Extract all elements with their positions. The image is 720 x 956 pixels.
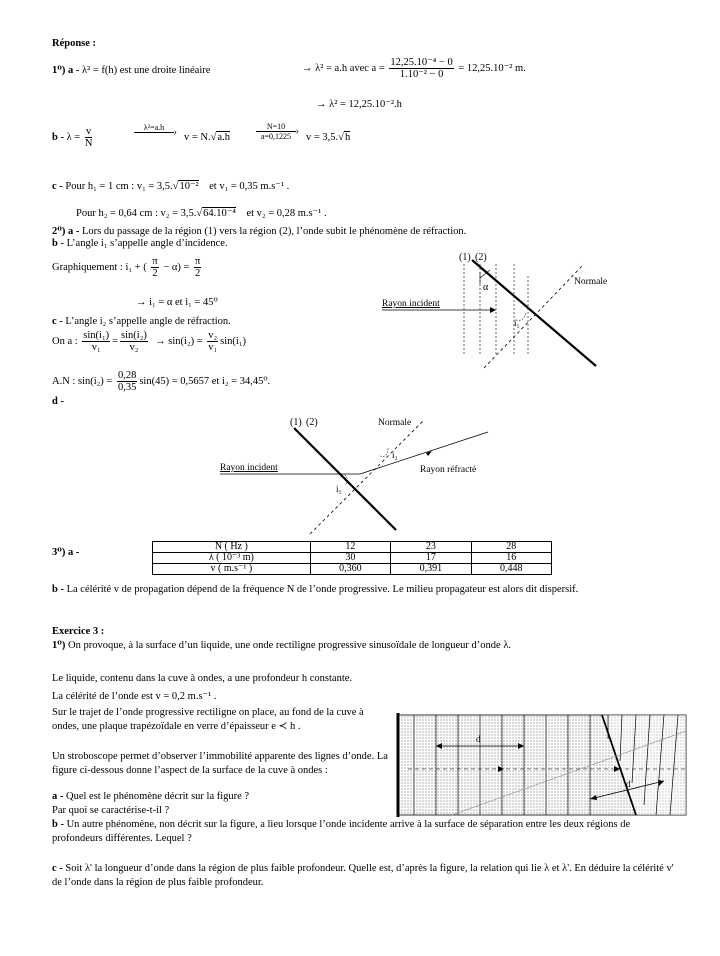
q1a-text1: λ² = f(h) est une droite linéaire <box>81 65 211 76</box>
q1b-arrow2: N=10 › a=0,1225 <box>256 122 296 141</box>
q2a-text: Lors du passage de la région (1) vers la région (2), l’onde subit le phénomène de réfraction. <box>81 226 467 237</box>
q2b-pi2: π <box>195 256 201 267</box>
q1a-formula <box>302 57 526 80</box>
table-cell: 0,448 <box>471 564 551 575</box>
q2c-v2b: v₂ <box>208 330 218 341</box>
q1c-l1-end: et v₁ = 0,35 m.s⁻¹ . <box>209 181 290 192</box>
q2b-label: b - <box>52 238 64 249</box>
q1c-l1-sqrt: 10⁻² <box>179 181 199 192</box>
interface-line-2 <box>294 428 396 530</box>
q1b-arrow1: λ²=a.h › <box>134 123 174 133</box>
q2c-end: sin(i₁) <box>220 335 246 347</box>
q2c-an-text: A.N : sin(i₂) = <box>52 375 113 387</box>
ex3-qb-label: b - <box>52 819 64 830</box>
table-cell: 28 <box>471 542 551 553</box>
fig1-i1: i₁ <box>514 318 520 328</box>
frequency-table <box>152 541 552 575</box>
q2c-formula: On a : $\frac{\text{sin(i₁)}}{\text{v₁}}$ = $\frac{\text{sin(i₂)}}{\text{v₂}}$ → sin(i₂) = $\frac{\text{v₂}}{\text{v₁}}$ sin(i₁) <box>52 330 246 353</box>
ex3-p5: Un stroboscope permet d’observer l’immobilité apparente des lignes d’onde. La figure ci-dessous donne l’aspect de la surface de la cuve à ondes : <box>52 751 388 776</box>
fig1-normale: Normale <box>574 277 608 287</box>
q2c-v2: v₂ <box>129 342 139 353</box>
ex3-qb <box>52 818 682 845</box>
q2c-sin2: sin(i₂) <box>121 330 147 341</box>
q1b-sqrt2: h <box>344 132 351 143</box>
ex3-qc-text: Soit λ' la longueur d’onde dans la région de plus faible profondeur. Quelle est, d’après la figure, la relation qui lie λ et λ'. En déduire la célérité v' de l’onde dans la région de plus faible profondeur. <box>52 863 674 888</box>
fig2-i2: i₂ <box>392 450 398 460</box>
q2b-alpha: − α) = <box>163 261 190 273</box>
q2c-line <box>52 316 231 327</box>
fig2-rayon: Rayon incident <box>220 463 278 473</box>
normal-line-1 <box>484 264 584 368</box>
q2b-frac1 <box>151 256 158 279</box>
table-row <box>153 564 552 575</box>
q2b-two1: 2 <box>152 268 158 279</box>
q1a-num: 12,25.10⁻⁴ − 0 <box>390 57 453 68</box>
q2c-035: 0,35 <box>117 382 137 393</box>
q1b-mid: v = N.√a.h <box>184 132 230 143</box>
table-row <box>153 542 552 553</box>
q2c-frac1 <box>82 330 110 353</box>
q2b-line <box>52 238 228 249</box>
table-row <box>153 553 552 564</box>
interface-line-1 <box>472 260 596 366</box>
q3b-paragraph <box>52 583 672 596</box>
wave-d2: d <box>626 779 631 789</box>
q3b-text: La célérité v de propagation dépend de la fréquence N de l’onde progressive. Le milieu propagateur est alors dit dispersif. <box>66 584 579 595</box>
table-cell: 12 <box>310 542 390 553</box>
ex3-p1 <box>52 639 672 653</box>
wave-d1: d <box>476 734 481 744</box>
q2b-graph-text: Graphiquement : i₁ + ( <box>52 261 147 273</box>
table-cell: v ( m.s⁻¹ ) <box>153 564 311 575</box>
ex3-qa-label: a - <box>52 791 64 802</box>
fig1-rayon: Rayon incident <box>382 299 440 309</box>
q1a-den: 1.10⁻² − 0 <box>399 69 444 80</box>
ex3-qc <box>52 862 682 889</box>
ex3-qa-line1 <box>52 791 249 802</box>
ex3-p3: La célérité de l’onde est v = 0,2 m.s⁻¹ . <box>52 691 217 702</box>
q2c-frac2 <box>120 330 148 353</box>
exercice3-title: Exercice 3 : <box>52 626 105 637</box>
table-cell: 0,391 <box>391 564 471 575</box>
table-cell: 17 <box>391 553 471 564</box>
q1a-result: = 12,25.10⁻² m. <box>458 62 526 74</box>
q1b-label: b - <box>52 131 64 143</box>
fig2-label2: (2) <box>306 417 318 428</box>
q1c-l2-end: et v₂ = 0,28 m.s⁻¹ . <box>246 208 327 219</box>
q1c-label: c - <box>52 181 63 192</box>
ex3-qb-text: Un autre phénomène, non décrit sur la figure, a lieu lorsque l’onde incidente arrive à la surface de séparation entre les deux régions de profondeurs différentes. Lequel ? <box>52 819 631 844</box>
q2c-label: c - <box>52 316 63 327</box>
q2a-line <box>52 225 466 237</box>
q2c-frac3 <box>207 330 218 353</box>
fig1-label2: (2) <box>475 252 487 263</box>
ex3-p4: Sur le trajet de l’onde progressive rectiligne on place, au fond de la cuve à ondes, une plaque trapézoïdale en verre d’épaisseur e ≺ h . <box>52 707 364 732</box>
q1b-N: N <box>84 138 93 149</box>
q2b-two2: 2 <box>195 268 201 279</box>
fig1-label1: (1) <box>459 252 471 263</box>
q2b-line2: → i₁ = α et i₁ = 45⁰ <box>136 297 218 308</box>
q1a-line2: → λ² = 12,25.10⁻².h <box>316 99 402 110</box>
q1c-l1: Pour h₁ = 1 cm : v₁ = 3,5. <box>65 181 173 192</box>
q1a-label: 1⁰) a - <box>52 65 80 76</box>
q1a-fraction <box>389 57 453 80</box>
q1b-fraction <box>85 126 93 149</box>
table-cell: 23 <box>391 542 471 553</box>
wave-tank-figure <box>392 713 688 817</box>
q1c-l2-sqrt: 64.10⁻⁴ <box>203 208 236 219</box>
q1b-end-text: v = 3,5. <box>306 132 339 143</box>
q3b-label: b - <box>52 584 64 595</box>
q1b-line <box>52 126 94 149</box>
ex3-p2: Le liquide, contenu dans la cuve à ondes, a une profondeur h constante. <box>52 673 353 684</box>
refraction-figure-1 <box>368 248 638 372</box>
q1a-line <box>52 64 210 76</box>
q2b-graph <box>52 256 203 279</box>
q1b-end: v = 3,5.√h <box>306 132 351 143</box>
q1b-mid-text: v = N. <box>184 132 211 143</box>
table-cell: 30 <box>310 553 390 564</box>
q3a-label: 3⁰) a - <box>52 547 80 558</box>
q1c-line2: Pour h₂ = 0,64 cm : v₂ = 3,5.√64.10⁻⁴ et v₂ = 0,28 m.s⁻¹ . <box>76 208 327 219</box>
reponse-title: Réponse : <box>52 38 97 49</box>
q2c-sin1: sin(i₁) <box>83 330 110 341</box>
table-cell: λ ( 10⁻³ m) <box>153 553 311 564</box>
ex3-p1-label: 1⁰) <box>52 640 66 651</box>
q2c-v1b: v₁ <box>208 342 218 353</box>
ex3-qa-line2: Par quoi se caractérise-t-il ? <box>52 805 170 816</box>
q2a-label: 2⁰) a - <box>52 226 80 237</box>
q1b-arrow2-bot: a=0,1225 <box>260 132 292 141</box>
q2c-028: 0,28 <box>117 370 137 381</box>
table-cell: N ( Hz ) <box>153 542 311 553</box>
ex3-p1-text: On provoque, à la surface d’un liquide, une onde rectiligne progressive sinusoïdale de longueur d’onde λ. <box>67 640 512 651</box>
q2c-v1: v₁ <box>91 342 101 353</box>
q1c-l2: Pour h₂ = 0,64 cm : v₂ = 3,5. <box>76 208 197 219</box>
q1b-v: v <box>86 126 92 137</box>
q1b-lambda: λ = <box>66 131 81 143</box>
fig2-label1: (1) <box>290 417 302 428</box>
q1b-arrow2-top: N=10 <box>266 122 286 131</box>
fig1-alpha: α <box>483 282 489 293</box>
q2b-frac2 <box>194 256 201 279</box>
q2b-text: L’angle i₁ s’appelle angle d’incidence. <box>66 238 228 249</box>
ex3-qa-text1: Quel est le phénomène décrit sur la figure ? <box>66 791 250 802</box>
fig2-refracte: Rayon réfracté <box>420 465 477 475</box>
q1c-line1: c - Pour h₁ = 1 cm : v₁ = 3,5.√10⁻² et v₁ = 0,35 m.s⁻¹ . <box>52 181 290 192</box>
q2c-an <box>52 370 270 393</box>
fig2-normale: Normale <box>378 418 412 428</box>
ex3-qc-label: c - <box>52 863 63 874</box>
refraction-figure-2 <box>218 408 508 536</box>
fig2-i1: i₁ <box>336 484 342 494</box>
table-cell: 16 <box>471 553 551 564</box>
q2c-text: L’angle i₂ s’appelle angle de réfraction. <box>65 316 231 327</box>
q1b-sqrt1: a.h <box>217 132 230 143</box>
q2b-pi1: π <box>152 256 158 267</box>
table-cell: 0,360 <box>310 564 390 575</box>
q2c-ona: On a : <box>52 335 78 347</box>
q2c-an-end: sin(45) = 0,5657 et i₂ = 34,45⁰. <box>139 375 271 387</box>
q1b-arrow1-label: λ²=a.h <box>143 123 165 132</box>
q2d-label: d - <box>52 396 64 407</box>
q2c-frac4 <box>117 370 137 393</box>
q1a-text2: → λ² = a.h avec a = <box>302 62 385 74</box>
q2c-arrow: → sin(i₂) = <box>155 335 203 347</box>
normal-line-2 <box>310 420 424 534</box>
